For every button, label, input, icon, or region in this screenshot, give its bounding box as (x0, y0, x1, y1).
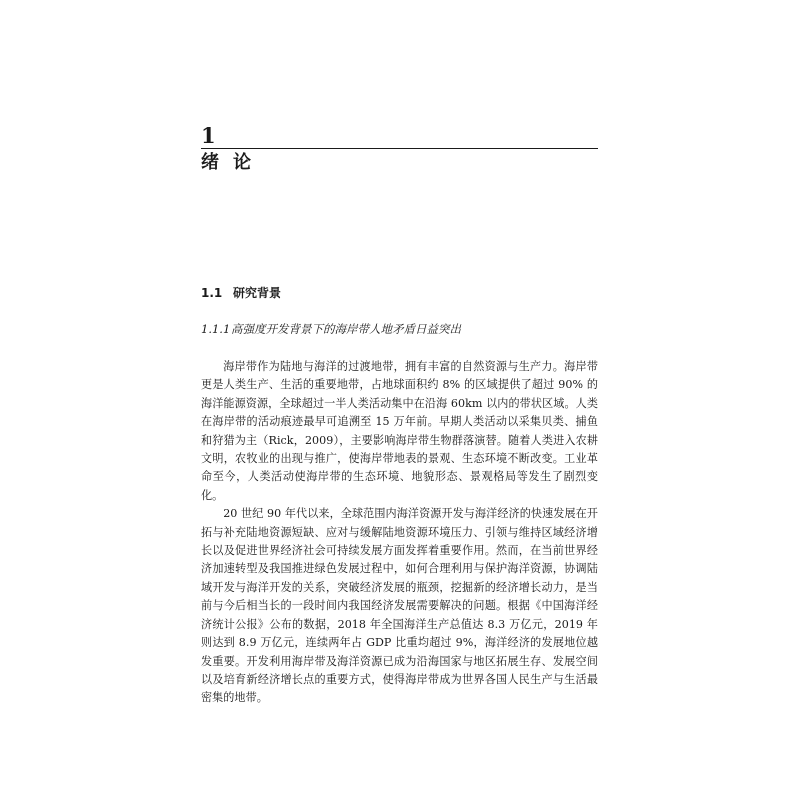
chapter-title: 绪论 (201, 152, 265, 173)
chapter-rule (201, 148, 598, 149)
section-heading (201, 285, 281, 301)
paragraph: 20 世纪 90 年代以来，全球范围内海洋资源开发与海洋经济的快速发展在开拓与补充陆地资源短缺、应对与缓解陆地资源环境压力、引领与维持区域经济增长以及促进世界经济社会可持续发展方面发挥着重要作用。然而，在当前世界经济加速转型及我国推进绿色发展过程中，如何合理利用与保护海洋资源，协调陆域开发与海洋开发的关系，突破经济发展的瓶颈，挖掘新的经济增长动力，是当前与今后相当长的一段时间内我国经济发展需要解决的问题。根据《中国海洋经济统计公报》公布的数据，2018 年全国海洋生产总值达 8.3 万亿元，2019 年则达到 8.9 万亿元，连续两年占 GDP 比重均超过 9%，海洋经济的发展地位越发重要。开发利用海岸带及海洋资源已成为沿海国家与地区拓展生存、发展空间以及培育新经济增长点的重要方式，使得海岸带成为世界各国人民生产与生活最密集的地带。 (201, 507, 598, 705)
section-title: 研究背景 (233, 286, 282, 300)
book-page (201, 0, 598, 800)
body-text (201, 358, 598, 708)
paragraph: 海岸带作为陆地与海洋的过渡地带，拥有丰富的自然资源与生产力。海岸带更是人类生产、生活的重要地带，占地球面积约 8% 的区域提供了超过 90% 的海洋能源资源，全球超过一半人类活动集中在沿海 60km 以内的带状区域。人类在海岸带的活动痕迹最早可追溯至 15 万年前。早期人类活动以采集贝类、捕鱼和狩猎为主（Rick，2009），主要影响海岸带生物群落演替。随着人类进入农耕文明，农牧业的出现与推广，使海岸带地表的景观、生态环境不断改变。工业革命至今，人类活动使海岸带的生态环境、地貌形态、景观格局等发生了剧烈变化。 (201, 360, 598, 502)
subsection-title: 高强度开发背景下的海岸带人地矛盾日益突出 (231, 322, 461, 336)
chapter-number: 1 (201, 123, 216, 148)
subsection-number: 1.1.1 (201, 322, 231, 336)
section-number: 1.1 (201, 286, 223, 300)
subsection-heading (201, 321, 461, 337)
